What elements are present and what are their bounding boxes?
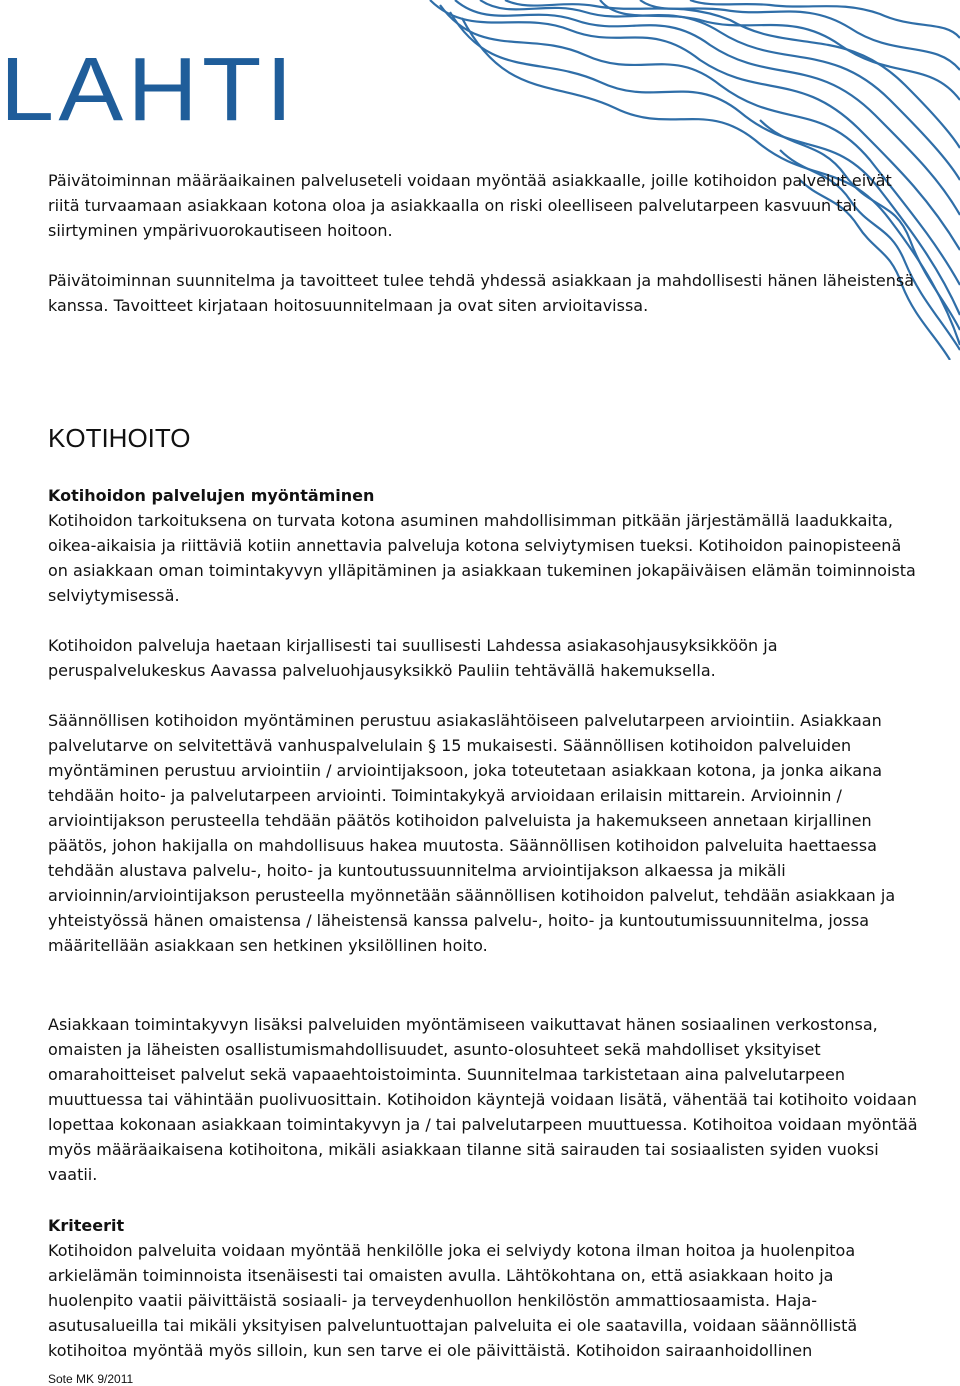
paragraph-hakeminen: Kotihoidon palveluja haetaan kirjallisesti tai suullisesti Lahdessa asiakasohjausyksikköön ja peruspalvelukeskus Aavassa palveluohjausyksikkö Pauliin tehtävällä hakemuksella. [48,636,778,680]
intro-paragraph-2: Päivätoiminnan suunnitelma ja tavoitteet tulee tehdä yhdessä asiakkaan ja mahdollisesti hänen läheistensä kanssa. Tavoitteet kirjataan hoitosuunnitelmaan ja ovat siten arvioitavissa. [48,271,915,315]
footer-note: Sote MK 9/2011 [48,1372,134,1386]
paragraph-tarkoitus: Kotihoidon tarkoituksena on turvata kotona asuminen mahdollisimman pitkään järjestämällä laadukkaita, oikea-aikaisia ja riittäviä kotiin annettavia palveluja kotona selviytymisen tueksi. Kotihoidon painopisteenä on asiakkaan oman toimintakyvyn ylläpitäminen ja asiakkaan tukeminen jokapäiväisen elämän toiminnoista selviytymisessä. [48,511,916,605]
section-title: KOTIHOITO [48,423,191,453]
paragraph-toimintakyky: Asiakkaan toimintakyvyn lisäksi palveluiden myöntämiseen vaikuttavat hänen sosiaalinen verkostonsa, omaisten ja läheisten osallistumismahdollisuudet, asunto-olosuhteet sekä mahdolliset yksityiset omarahoitteiset palvelut sekä vapaaehtoistoiminta. Suunnitelmaa tarkistetaan aina palvelutarpeen muuttuessa tai vähintään puolivuosittain. Kotihoidon käyntejä voidaan lisätä, vähentää tai kotihoito voidaan lopettaa kokonaan asiakkaan toimintakyvyn ja / tai palvelutarpeen muuttuessa. Kotihoitoa voidaan myöntää myös määräaikaisena kotihoitona, mikäli asiakkaan tilanne sitä sairauden tai sosiaalisten syiden vuoksi vaatii. [48,1015,918,1184]
subsection-title-myontaminen: Kotihoidon palvelujen myöntäminen [48,486,375,505]
subsection-title-kriteerit: Kriteerit [48,1216,125,1235]
lahti-logo: LAHTI [0,40,298,140]
paragraph-kriteerit: Kotihoidon palveluita voidaan myöntää henkilölle joka ei selviydy kotona ilman hoitoa ja huolenpitoa arkielämän toiminnoista itsenäisesti tai omaisten avulla. Lähtökohtana on, että asiakkaan hoito ja huolenpito vaatii päivittäistä sosiaali- ja terveydenhuollon henkilöstön ammattiosaamista. Haja-asutusalueilla tai mikäli yksityisen palveluntuottajan palveluita ei ole saatavilla, voidaan säännöllistä kotihoitoa myöntää myös silloin, kun sen tarve ei ole päivittäistä. Kotihoidon sairaanhoidollinen [48,1241,858,1360]
paragraph-arviointi: Säännöllisen kotihoidon myöntäminen perustuu asiakaslähtöiseen palvelutarpeen arviointiin. Asiakkaan palvelutarve on selvitettävä vanhuspalvelulain § 15 mukaisesti. Säännöllisen kotihoidon palveluiden myöntäminen perustuu arviointiin / arviointijaksoon, joka toteutetaan asiakkaan kotona, ja jonka aikana tehdään hoito- ja palvelutarpeen arviointi. Toimintakykyä arvioidaan erilaisin mittarein. Arvioinnin / arviointijakson perusteella tehdään päätös kotihoidon palveluista ja hakemukseen annetaan kirjallinen päätös, johon hakijalla on mahdollisuus hakea muutosta. Säännöllisen kotihoidon palveluita haettaessa tehdään alustava palvelu-, hoito- ja kuntoutussuunnitelma arviointijakson alkaessa ja mikäli arvioinnin/arviointijakson perusteella myönnetään säännöllisen kotihoidon palvelut, tehdään asiakkaan ja yhteistyössä hänen omaistensa / läheistensä kanssa palvelu-, hoito- ja kuntoutumissuunnitelma, jossa määritellään asiakkaan sen hetkinen yksilöllinen hoito. [48,711,896,955]
intro-paragraph-1: Päivätoiminnan määräaikainen palveluseteli voidaan myöntää asiakkaalle, joille kotihoidon palvelut eivät riitä turvaamaan asiakkaan kotona oloa ja asiakkaalla on riski oleelliseen palvelutarpeen kasvuun tai siirtyminen ympärivuorokautiseen hoitoon. [48,171,892,240]
